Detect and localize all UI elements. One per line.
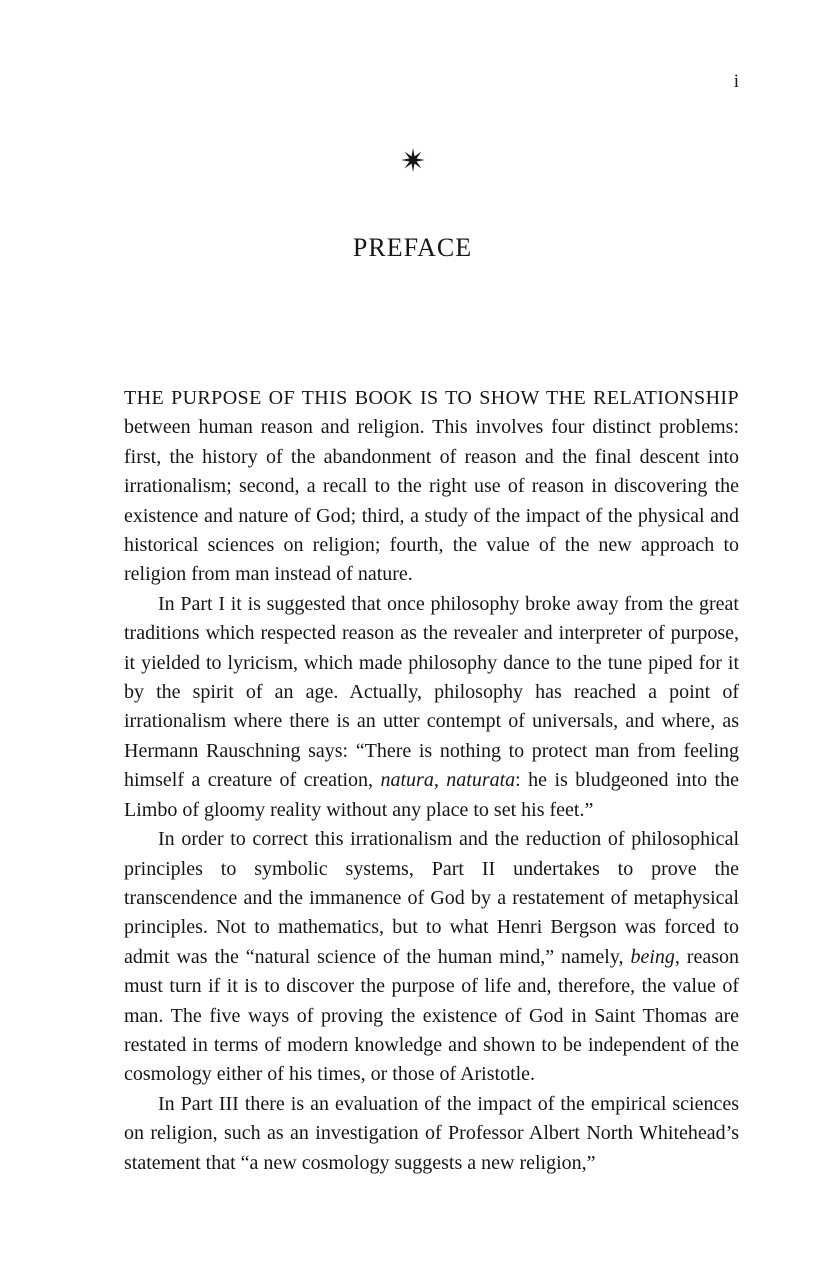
paragraph (124, 384, 739, 590)
italic-text-run: natura, naturata (380, 769, 516, 792)
section-ornament (0, 147, 825, 173)
asterisk-icon (400, 160, 426, 177)
text-run: In order to correct this irrationalism and the reduction of philosophical principles to symbolic systems, Part II undertakes to prove the transcendence and the immanence of God by a restatement of metaphysical principles. Not to mathematics, but to what Henri Bergson was forced to admit was the “natural science of the human mind,” namely, (124, 828, 739, 968)
page-number: i (733, 71, 739, 92)
text-run: , reason must turn if it is to discover the purpose of life and, therefore, the value of man. The five ways of proving the existence of God in Saint Thomas are restated in terms of modern knowledge and shown to be independent of the cosmology either of his times, or those of Aristotle. (124, 945, 740, 1086)
text-run: : he is bludgeoned into the Limbo of gloomy reality without any place to set his feet.” (124, 769, 739, 821)
italic-text-run: being (630, 945, 675, 968)
text-run: THE PURPOSE OF THIS BOOK IS TO SHOW THE RELATIONSHIP (124, 387, 739, 409)
chapter-title: PREFACE (352, 233, 473, 262)
body-text (124, 384, 739, 1178)
text-run: between human reason and religion. This involves four distinct problems: first, the history of the abandonment of reason and the final descent into irrationalism; second, a recall to the right use of reason in discovering the existence and nature of God; third, a study of the impact of the physical and historical sciences on religion; fourth, the value of the new approach to religion from man instead of nature. (124, 416, 739, 586)
paragraph (124, 825, 739, 1090)
text-run: In Part III there is an evaluation of the impact of the empirical sciences on religion, such as an investigation of Professor Albert North Whitehead’s statement that “a new cosmology suggests a new religion,” (124, 1092, 739, 1174)
text-run: In Part I it is suggested that once philosophy broke away from the great traditions which respected reason as the revealer and interpreter of purpose, it yielded to lyricism, which made philosophy dance to the tune piped for it by the spirit of an age. Actually, philosophy has reached a point of irrationalism where there is an utter contempt of universals, and where, as Hermann Rauschning says: “There is nothing to protect man from feeling himself a creature of creation, (124, 592, 739, 792)
paragraph (124, 1090, 739, 1178)
paragraph (124, 590, 739, 825)
